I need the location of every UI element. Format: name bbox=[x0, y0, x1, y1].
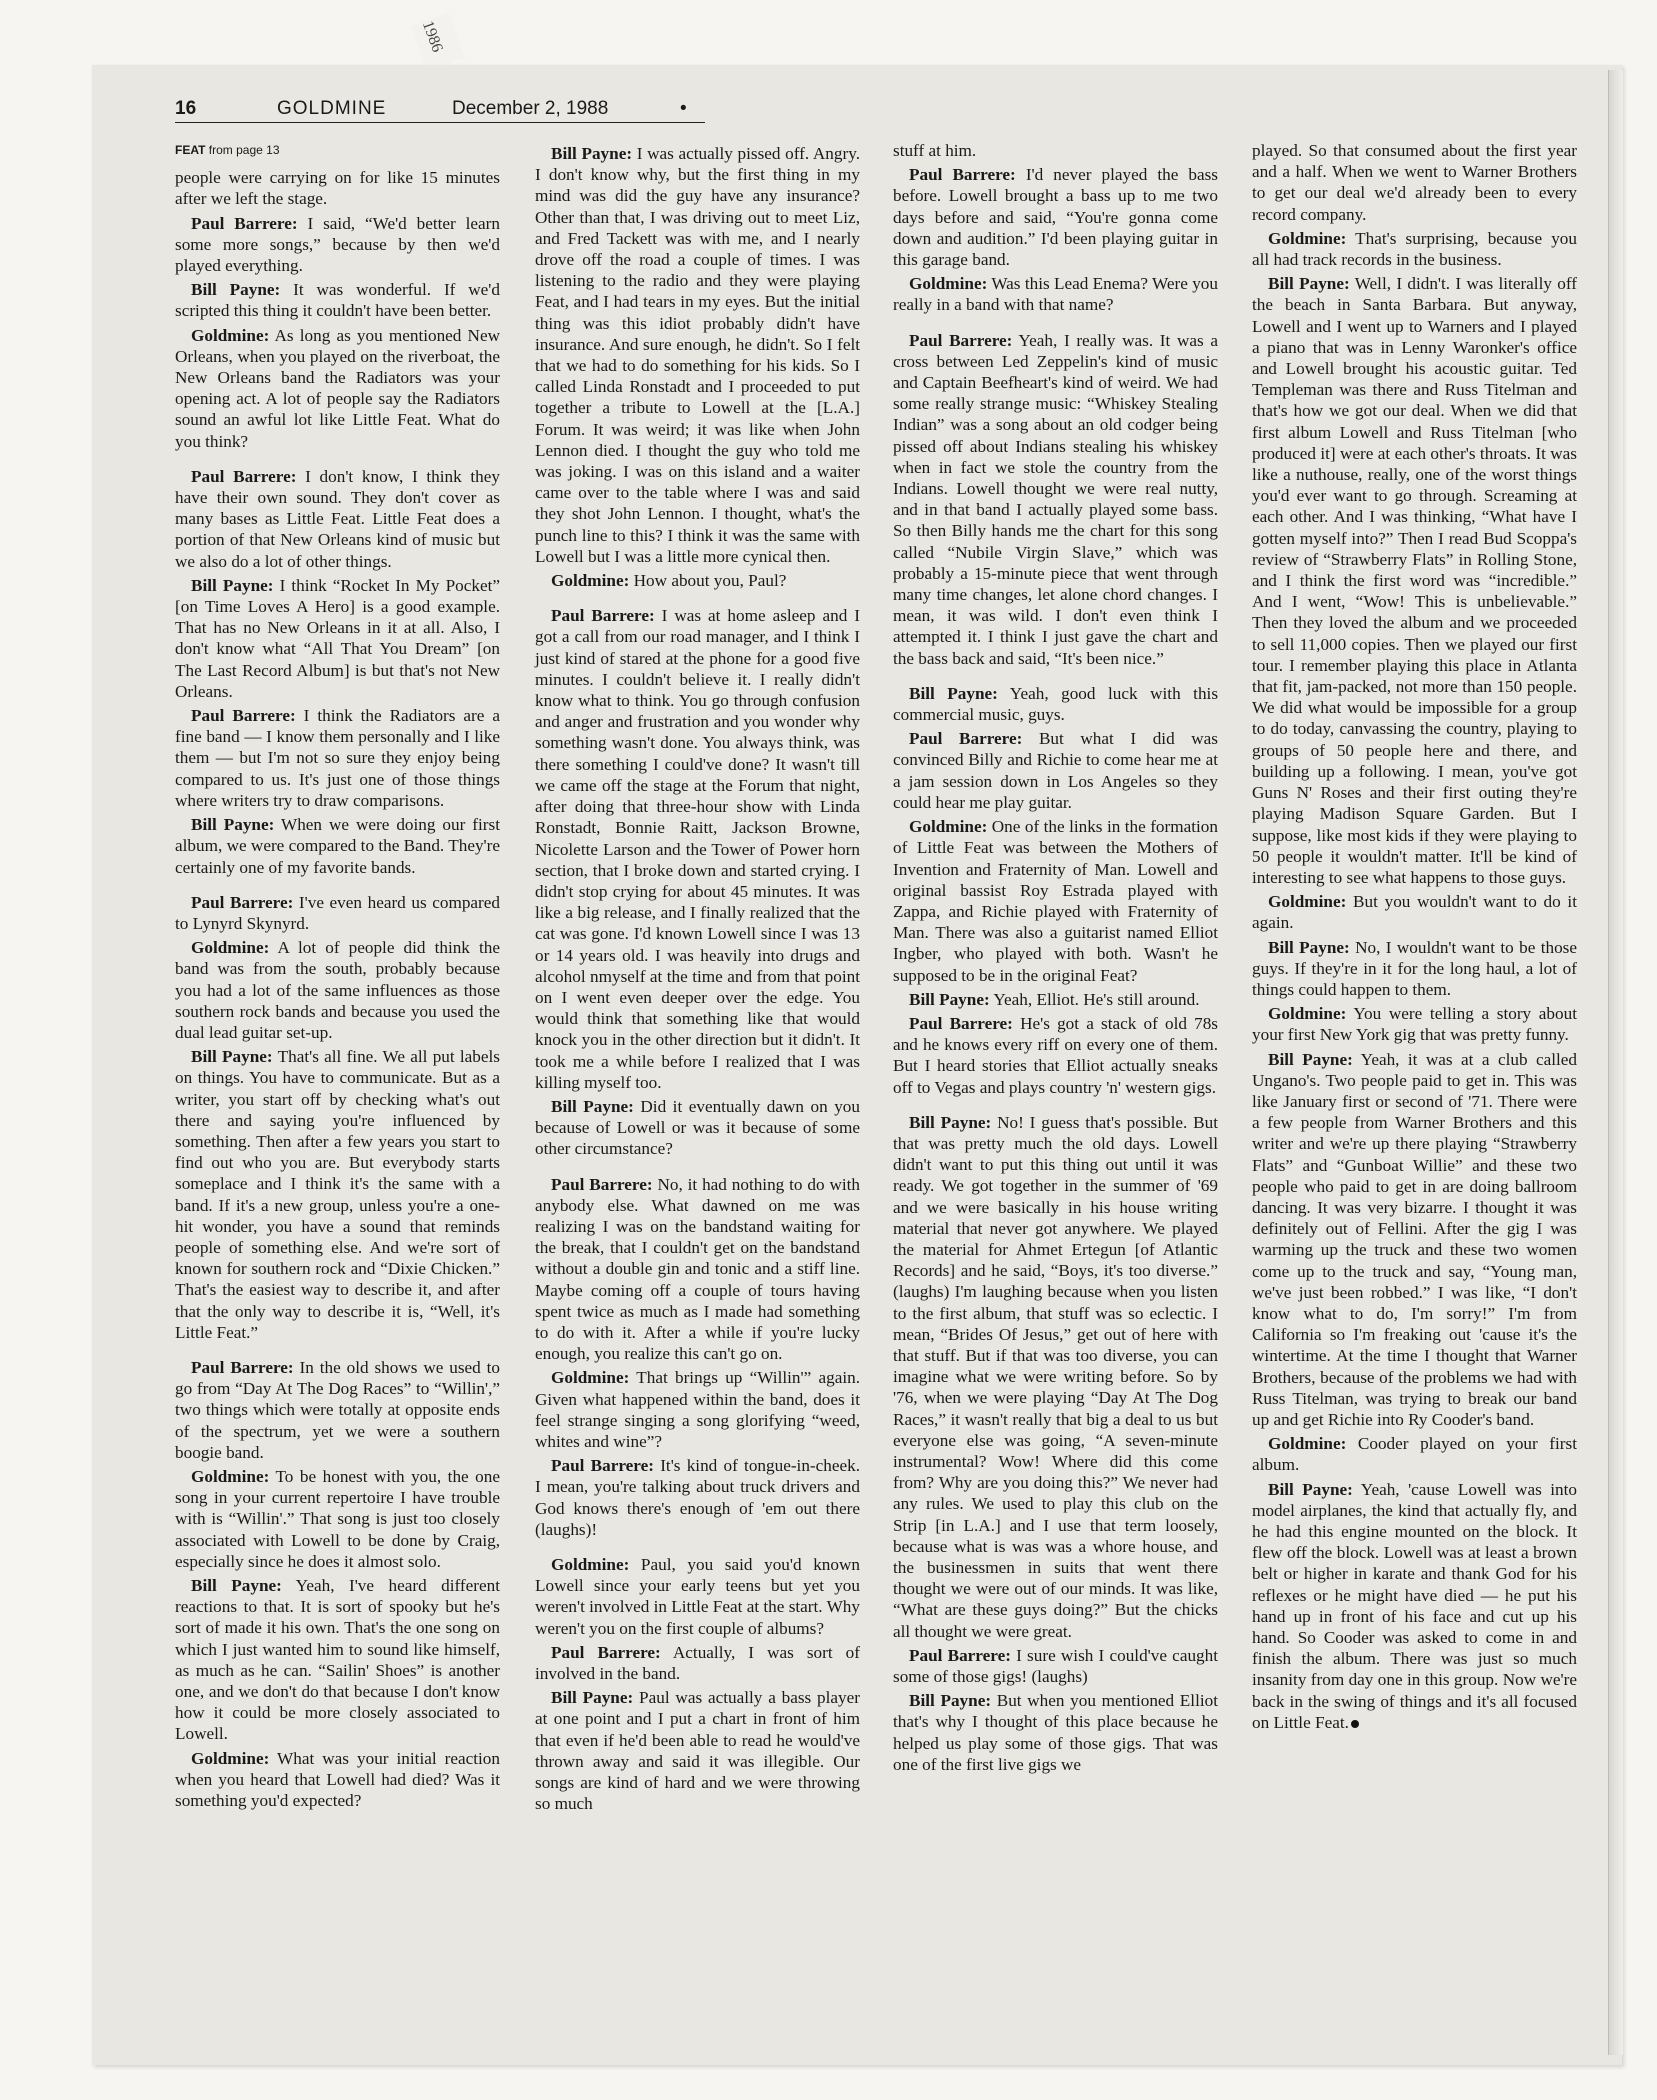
speaker-name: Goldmine: bbox=[191, 1748, 270, 1768]
paragraph bbox=[535, 1554, 860, 1639]
paragraph bbox=[1252, 1479, 1577, 1733]
paragraph-text: played. So that consumed about the first year and a half. When we went to Warner Brothers to get our deal we'd already been to every record company. bbox=[1252, 141, 1577, 224]
paragraph bbox=[175, 466, 500, 572]
paragraph bbox=[175, 1046, 500, 1343]
issue-date: December 2, 1988 bbox=[452, 98, 609, 119]
paragraph-text: I think “Rocket In My Pocket” [on Time Loves A Hero] is a good example. That has no New Orleans in it at all. Also, I don't know what “All That You Dream” [on The Last Record Album] is but that's not New Orleans. bbox=[175, 575, 500, 701]
paragraph bbox=[175, 1575, 500, 1745]
paragraph-text: But when you mentioned Elliot that's why I thought of this place because he helped us play some of those gigs. That was one of the first live gigs we bbox=[893, 1691, 1218, 1774]
paragraph-text: Yeah, 'cause Lowell was into model airplanes, the kind that actually fly, and he had this engine mounted on the block. It flew off the block. Lowell was at least a brown belt or higher in karate and thank God for his reflexes or he might have died — he put his hand up in front of his face and cut up his hand. So Cooder was asked to come in and finish the album. There was just so much insanity from day one in this group. Now we're back in the swing of things and it's all focused on Little Feat. bbox=[1252, 1479, 1577, 1732]
from-feat: FEAT bbox=[175, 143, 206, 157]
paragraph bbox=[535, 1455, 860, 1540]
paragraph bbox=[893, 330, 1218, 669]
paragraph bbox=[535, 1367, 860, 1452]
paragraph bbox=[175, 814, 500, 878]
paragraph-text: That's surprising, because you all had track records in the business. bbox=[1252, 228, 1577, 270]
paragraph-text: No! I guess that's possible. But that was pretty much the old days. Lowell didn't want to put this thing out until it was ready. We got together in the summer of '69 and we were basically in his house writing material that never got anywhere. We played the material for Ahmet Ertegun [of Atlantic Records] and he said, “Boys, it's too diverse.” (laughs) I'm laughing because when you listen to the first album, that stuff was so eclectic. I mean, “Brides Of Jesus,” get out of here with that stuff. But if that was too diverse, you can imagine what we were writing before. So by '76, when we were playing “Day At The Dog Races,” it wasn't really that big a deal to us but everyone else was going, “A seven-minute instrumental? Wow! Where did this come from? Why are you doing this?” We never had any rules. We used to play this club on the Strip [in L.A.] and I use that term loosely, because what is was was a whore house, and the businessmen in suits that went there thought we were out of our minds. It was like, “What are these guys doing?” But the chicks all thought we were great. bbox=[893, 1112, 1218, 1641]
tab-label: 1986 bbox=[418, 18, 446, 55]
speaker-name: Goldmine: bbox=[909, 274, 988, 294]
paragraph bbox=[175, 325, 500, 452]
speaker-name: Paul Barrere: bbox=[551, 1174, 653, 1194]
speaker-name: Bill Payne: bbox=[191, 815, 275, 835]
speaker-name: Bill Payne: bbox=[909, 1691, 992, 1711]
speaker-name: Paul Barrere: bbox=[551, 1642, 661, 1662]
end-mark bbox=[1351, 1720, 1359, 1728]
paragraph bbox=[175, 167, 500, 209]
paragraph bbox=[175, 705, 500, 811]
speaker-name: Bill Payne: bbox=[1268, 1049, 1353, 1069]
speaker-name: Goldmine: bbox=[191, 1466, 270, 1486]
paragraph-text: In the old shows we used to go from “Day At The Dog Races” to “Willin',” two things which were totally at opposite ends of the spectrum, yet we were a southern boogie band. bbox=[175, 1357, 501, 1462]
speaker-name: Bill Payne: bbox=[191, 1047, 273, 1067]
speaker-name: Bill Payne: bbox=[191, 280, 281, 300]
paragraph bbox=[893, 816, 1218, 986]
paragraph-text: How about you, Paul? bbox=[629, 571, 787, 591]
paragraph bbox=[175, 279, 500, 321]
paragraph-text: One of the links in the formation of Little Feat was between the Mothers of Invention and Fraternity of Man. Lowell and original bassist Roy Estrada played with Zappa, and Richie played with Fraternity of Man. There was also a guitarist named Elliot Ingber, who played with both. Wasn't he supposed to be in the original Feat? bbox=[893, 817, 1218, 985]
speaker-name: Goldmine: bbox=[551, 1368, 630, 1388]
speaker-name: Bill Payne: bbox=[909, 683, 998, 703]
paragraph-text: What was your initial reaction when you heard that Lowell had died? Was it something you'd expected? bbox=[175, 1748, 500, 1811]
paragraph-text: But what I did was convinced Billy and Richie to come hear me at a jam session down in Los Angeles so they could hear me play guitar. bbox=[893, 729, 1218, 812]
paragraph-text: I was actually pissed off. Angry. I don't know why, but the first thing in my mind was did the guy have any insurance? Other than that, I was driving out to meet Liz, and Fred Tackett was with me, and I nearly drove off the road a couple of times. I was listening to the radio and they were playing Feat, and I had tears in my eyes. But the initial thing was this idiot probably didn't have insurance. And sure enough, he didn't. So I felt that we had to do something for his kids. So I called Linda Ronstadt and I proceeded to put together a tribute to Lowell at the [L.A.] Forum. It was weird; it was like when John Lennon died. I thought the guy who told me was joking. I was on this island and a waiter came over to the table where I was and said they shot John Lennon. I thought, what's the punch line to this? I think it was the same with Lowell but I was a little more cynical then. bbox=[535, 144, 860, 566]
paragraph-text: Paul was actually a bass player at one point and I put a chart in front of him that even if he'd been able to read he would've thrown away and said it was illegible. Our songs are kind of hard and we were throwing so much bbox=[535, 1688, 861, 1814]
paragraph-text: No, it had nothing to do with anybody else. What dawned on me was realizing I was on the bandstand waiting for the break, that I couldn't get on the bandstand without a double gin and tonic and a stiff line. Maybe coming off a couple of tours having spent twice as much as I made had something to do with it. After a while if you're lucky enough, you realize this can't go on. bbox=[535, 1174, 860, 1364]
paragraph-text: I said, “We'd better learn some more songs,” because by then we'd played everything. bbox=[175, 213, 501, 276]
paragraph bbox=[1252, 140, 1577, 225]
paragraph bbox=[1252, 228, 1577, 270]
paragraph bbox=[175, 1357, 500, 1463]
paragraph-text: Yeah, Elliot. He's still around. bbox=[989, 989, 1200, 1009]
speaker-name: Goldmine: bbox=[909, 817, 988, 837]
continued-from-label bbox=[175, 140, 500, 161]
speaker-name: Goldmine: bbox=[191, 325, 270, 345]
speaker-name: Bill Payne: bbox=[191, 575, 274, 595]
paragraph-text: Cooder played on your first album. bbox=[1252, 1434, 1577, 1475]
paragraph bbox=[535, 570, 860, 591]
paragraph bbox=[1252, 273, 1577, 888]
paragraph bbox=[893, 1112, 1218, 1642]
paragraph-text: To be honest with you, the one song in your current repertoire I have trouble with is “Willin'.” That song is just too closely associated with Lowell to be done by Craig, especially since he does it almost solo. bbox=[175, 1466, 500, 1571]
paragraph bbox=[535, 143, 860, 567]
paragraph bbox=[1252, 1433, 1577, 1475]
speaker-name: Paul Barrere: bbox=[191, 892, 294, 912]
speaker-name: Paul Barrere: bbox=[191, 1357, 294, 1377]
paragraph-text: I think the Radiators are a fine band — I know them personally and I like them — but I'm not so sure they enjoy being compared to us. It's just one of those things where writers try to draw comparisons. bbox=[175, 706, 500, 810]
speaker-name: Paul Barrere: bbox=[191, 706, 296, 726]
speaker-name: Paul Barrere: bbox=[551, 1456, 654, 1476]
paragraph bbox=[175, 937, 500, 1043]
paragraph bbox=[893, 273, 1218, 315]
speaker-name: Bill Payne: bbox=[551, 144, 633, 163]
paragraph bbox=[1252, 1003, 1577, 1045]
paragraph-text: That brings up “Willin'” again. Given what happened within the band, does it feel strange singing a song glorifying “weed, whites and wine”? bbox=[535, 1368, 860, 1451]
paragraph-text: It was wonderful. If we'd scripted this thing it couldn't have been better. bbox=[175, 280, 500, 321]
paragraph bbox=[1252, 1049, 1577, 1431]
paragraph bbox=[893, 989, 1218, 1010]
paragraph-text: Yeah, I've heard different reactions to that. It is sort of spooky but he's sort of made it his own. That's the one song on which I just wanted him to sound like himself, as much as he can. “Sailin' Shoes” is another one, and we don't do that because I don't know how it could be more closely associated to Lowell. bbox=[175, 1576, 500, 1744]
paragraph-text: He's got a stack of old 78s and he knows every riff on every one of them. But I heard stories that Elliot actually sneaks off to Vegas and plays country 'n' western gigs. bbox=[893, 1013, 1218, 1097]
paragraph bbox=[893, 1645, 1218, 1687]
paragraph-text: That's all fine. We all put labels on things. You have to communicate. But as a writer, you start off by checking what's out there and saying you're influenced by something. Then after a few years you start to find out who you are. But everybody starts someplace and I think it's the same with a band. If it's a new group, unless you're a one-hit wonder, you have a sound that reminds people of something else. And we're sort of known for southern rock and “Dixie Chicken.” That's the easiest way to describe it, and after that the only way to describe it is, “Well, it's Little Feat.” bbox=[175, 1047, 500, 1342]
paragraph-text: A lot of people did think the band was from the south, probably because you had a lot of the same influences as those southern rock bands and because you used the dual lead guitar set-up. bbox=[175, 938, 500, 1042]
paragraph bbox=[893, 683, 1218, 725]
speaker-name: Paul Barrere: bbox=[909, 330, 1013, 350]
speaker-name: Goldmine: bbox=[551, 1555, 630, 1574]
speaker-name: Bill Payne: bbox=[1268, 937, 1350, 957]
paragraph bbox=[535, 1096, 860, 1160]
column-2 bbox=[535, 143, 860, 1817]
speaker-name: Bill Payne: bbox=[191, 1576, 282, 1595]
paragraph-text: Yeah, I really was. It was a cross between Led Zeppelin's kind of music and Captain Beefheart's kind of weird. We had some really strange music: “Whiskey Stealing Indian” was a song about an old codger being pissed off about Indians stealing his whiskey when in fact we stole the country from the Indians. Lowell thought we were real nutty, and in that band I actually played some bass. So then Billy hands me the chart for this song called “Nubile Virgin Slave,” which was probably a 15-minute piece that went through many time changes, let alone chord changes. I mean, it was wild. I don't even think I attempted it. I think I just gave the chart and the bass back and said, “It's been nice.” bbox=[893, 330, 1219, 668]
speaker-name: Goldmine: bbox=[1268, 1434, 1347, 1454]
paragraph bbox=[893, 140, 1218, 161]
paragraph-text: I don't know, I think they have their own sound. They don't cover as many bases as Little Feat. Little Feat does a portion of that New Orleans kind of music but we also do a lot of other things. bbox=[175, 466, 500, 571]
paragraph bbox=[175, 892, 500, 934]
column-1 bbox=[175, 140, 500, 1814]
speaker-name: Bill Payne: bbox=[551, 1688, 634, 1708]
paragraph-text: It's kind of tongue-in-cheek. I mean, you're talking about truck drivers and God knows there's enough of 'em out there (laughs)! bbox=[535, 1456, 861, 1539]
paragraph bbox=[175, 1466, 500, 1572]
speaker-name: Goldmine: bbox=[1268, 228, 1347, 248]
paragraph bbox=[1252, 937, 1577, 1001]
paragraph-text: Did it eventually dawn on you because of Lowell or was it because of some other circumstance? bbox=[535, 1096, 860, 1159]
paragraph bbox=[893, 1690, 1218, 1775]
paragraph-text: stuff at him. bbox=[893, 141, 977, 160]
paragraph-text: As long as you mentioned New Orleans, when you played on the riverboat, the New Orleans band the Radiators was your opening act. A lot of people say the Radiators sound an awful lot like Little Feat. What do you think? bbox=[175, 325, 500, 451]
paragraph-text: I sure wish I could've caught some of those gigs! (laughs) bbox=[893, 1645, 1218, 1687]
paragraph bbox=[535, 1687, 860, 1814]
header-bullet: • bbox=[680, 98, 687, 119]
speaker-name: Bill Payne: bbox=[909, 1112, 992, 1132]
speaker-name: Bill Payne: bbox=[1268, 274, 1350, 294]
speaker-name: Goldmine: bbox=[191, 938, 270, 958]
paragraph-text: Yeah, good luck with this commercial music, guys. bbox=[893, 683, 1219, 725]
paragraph-text: Yeah, it was at a club called Ungano's. Two people paid to get in. This was like January first or second of '71. There were a few people from Warner Brothers and this writer and we're up there playing “Strawberry Flats” and “Gunboat Willie” and these two people who paid to get in are doing ballroom dancing. It was very bizarre. I thought it was definitely out of Fellini. After the gig I was warming up the truck and these two women come up to the truck and say, “Young man, we've just been robbed.” I was like, “I don't know what to do, I'm sorry!” I'm from California so I'm freaking out 'cause it's the wintertime. At the time I thought that Warner Brothers, because of the problems we had with Russ Titelman, was trying to break our band up and get Richie into Ry Cooder's band. bbox=[1252, 1049, 1577, 1429]
speaker-name: Goldmine: bbox=[551, 571, 630, 591]
paragraph bbox=[175, 575, 500, 702]
paragraph-text: people were carrying on for like 15 minutes after we left the stage. bbox=[175, 168, 500, 209]
page-header bbox=[175, 96, 705, 123]
page-number: 16 bbox=[175, 98, 197, 119]
paragraph bbox=[535, 605, 860, 1093]
paragraph bbox=[893, 164, 1218, 270]
paragraph-text: I've even heard us compared to Lynyrd Skynyrd. bbox=[175, 892, 500, 933]
speaker-name: Bill Payne: bbox=[1268, 1479, 1353, 1499]
speaker-name: Paul Barrere: bbox=[191, 213, 298, 233]
page-edge bbox=[1608, 70, 1623, 2055]
speaker-name: Paul Barrere: bbox=[551, 606, 655, 626]
paragraph-text: I'd never played the bass before. Lowell brought a bass up to me two days before and said, “You're gonna come down and audition.” I'd been playing guitar in this garage band. bbox=[893, 165, 1218, 270]
speaker-name: Paul Barrere: bbox=[909, 1645, 1011, 1665]
column-4 bbox=[1252, 140, 1577, 1736]
from-page: from page 13 bbox=[205, 143, 280, 157]
speaker-name: Bill Payne: bbox=[909, 989, 990, 1009]
speaker-name: Goldmine: bbox=[1268, 892, 1347, 912]
speaker-name: Paul Barrere: bbox=[909, 1013, 1013, 1033]
speaker-name: Paul Barrere: bbox=[909, 165, 1016, 185]
paragraph bbox=[175, 213, 500, 277]
paragraph-text: Paul, you said you'd known Lowell since your early teens but yet you weren't involved in Little Feat at the start. Why weren't you on the first couple of albums? bbox=[535, 1555, 860, 1638]
speaker-name: Bill Payne: bbox=[551, 1096, 634, 1116]
paragraph-text: But you wouldn't want to do it again. bbox=[1252, 892, 1577, 933]
paragraph-text: You were telling a story about your first New York gig that was pretty funny. bbox=[1252, 1004, 1577, 1045]
speaker-name: Goldmine: bbox=[1268, 1004, 1347, 1024]
paragraph bbox=[893, 1013, 1218, 1098]
paragraph bbox=[535, 1174, 860, 1365]
publication-name: GOLDMINE bbox=[277, 98, 387, 119]
paragraph bbox=[175, 1748, 500, 1812]
paragraph-text: Was this Lead Enema? Were you really in a band with that name? bbox=[893, 274, 1218, 315]
speaker-name: Paul Barrere: bbox=[191, 466, 297, 486]
speaker-name: Paul Barrere: bbox=[909, 729, 1023, 749]
paragraph-text: I was at home asleep and I got a call from our road manager, and I think I just kind of stared at the phone for a good five minutes. I couldn't believe it. I really didn't know what to think. You go through confusion and anger and frustration and you wonder why something wasn't done. You always think, was there something I could've done? It wasn't till we came off the stage at the Forum that night, after doing that three-hour show with Linda Ronstadt, Bonnie Raitt, Jackson Browne, Nicolette Larson and the Tower of Power horn section, that I broke down and started crying. I didn't stop crying for about 45 minutes. It was like a big release, and I finally realized that the cat was gone. I'd known Lowell since I was 13 or 14 years old. I was heavily into drugs and alcohol nmyself at the time and from that point on I went even deeper over the edge. You would think that something like that would knock you in the other direction but it didn't. It took me a while before I realized that I was killing myself too. bbox=[535, 606, 860, 1092]
paragraph-text: When we were doing our first album, we were compared to the Band. They're certainly one of my favorite bands. bbox=[175, 815, 500, 877]
column-3 bbox=[893, 140, 1218, 1778]
paragraph-text: Actually, I was sort of involved in the band. bbox=[535, 1642, 860, 1684]
paragraph bbox=[1252, 891, 1577, 933]
paragraph-text: Well, I didn't. I was literally off the beach in Santa Barbara. But anyway, Lowell and I went up to Warners and I played a piano that was in Lenny Waronker's office and Lowell brought his acoustic guitar. Ted Templeman was there and Russ Titelman and that's how we got our deal. When we did that first album Lowell and Russ Titelman [who produced it] were at each other's throats. It was like a nuthouse, really, one of the worst things you'd ever want to go through. Screaming at each other. And I was thinking, “What have I gotten myself into?” Then I read Bud Scoppa's review of “Strawberry Flats” in Rolling Stone, and I think the first word was “incredible.” And I went, “Wow! This is unbelievable.” Then they loved the album and we proceeded to sell 11,000 copies. Then we played our first tour. I remember playing this place in Atlanta that fit, jam-packed, not more than 150 people. We did what would be impossible for a group to do today, canvassing the country, playing to groups of 50 people here and there, and building up a following. I mean, you've got Guns N' Roses and their first outing they're playing Madison Square Garden. But I suppose, like most kids if they were playing to 50 people it wouldn't matter. It'll be kind of interesting to see what happens to those guys. bbox=[1252, 274, 1577, 887]
paragraph bbox=[893, 728, 1218, 813]
paragraph bbox=[535, 1642, 860, 1684]
paragraph-text: No, I wouldn't want to be those guys. If they're in it for the long haul, a lot of things could happen to them. bbox=[1252, 937, 1577, 999]
